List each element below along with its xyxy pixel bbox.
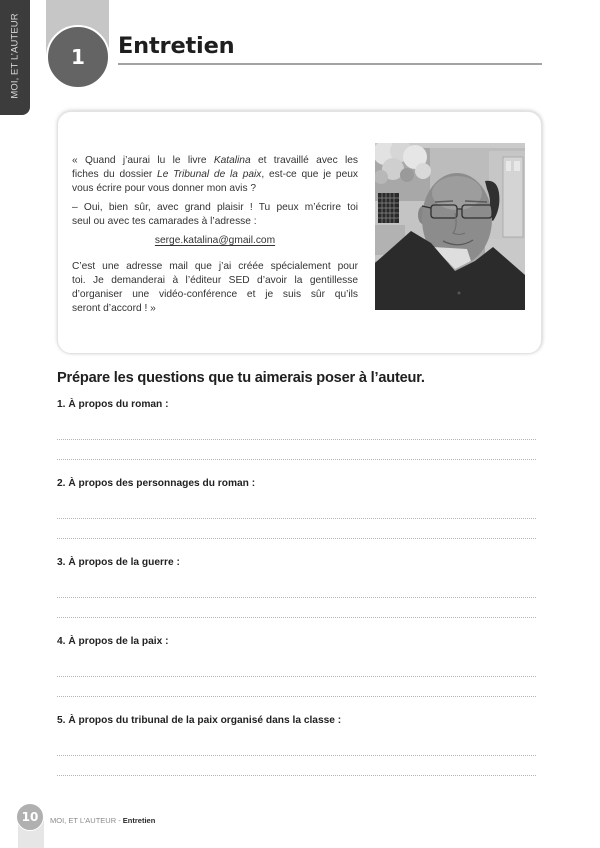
author-photo (375, 143, 525, 310)
quote-paragraph-closing (72, 260, 358, 316)
question-block (57, 714, 536, 793)
question-block (57, 556, 536, 635)
quote-text-segment: , est-ce que je peux (261, 169, 358, 180)
answer-line (57, 755, 536, 756)
answer-line (57, 597, 536, 598)
answer-line (57, 676, 536, 677)
answer-line (57, 696, 536, 697)
question-label: 4. À propos de la paix : (57, 636, 169, 647)
question-label: 1. À propos du roman : (57, 399, 169, 410)
quote-text (72, 154, 358, 316)
author-portrait-image (375, 143, 525, 310)
question-block (57, 398, 536, 477)
footer-section: MOI, ET L’AUTEUR (50, 816, 117, 825)
book-title-italic: Katalina (213, 155, 251, 166)
answer-line (57, 617, 536, 618)
quote-text-segment: seul ou avec tes camarades à l’adresse : (72, 216, 257, 227)
quote-line (72, 274, 358, 288)
answer-line (57, 459, 536, 460)
book-title-italic: Le Tribunal de la paix (157, 169, 262, 180)
side-tab (0, 0, 30, 115)
question-label: 3. À propos de la guerre : (57, 557, 180, 568)
quote-text-segment: – Oui, bien sûr, avec grand plaisir ! Tu peux m’écrire toi (72, 202, 358, 213)
quote-text-segment: et travaillé avec les (250, 155, 359, 166)
question-block (57, 635, 536, 714)
quote-text-segment: C’est une adresse mail que j’ai créée spécialement pour (72, 261, 358, 272)
footer-chapter: Entretien (122, 816, 156, 825)
quote-line (72, 201, 358, 215)
answer-line (57, 775, 536, 776)
page-title: Entretien (118, 33, 235, 59)
quote-text-segment: seront d’accord ! » (72, 303, 156, 314)
email-line (72, 234, 358, 248)
answer-line (57, 518, 536, 519)
page-number-badge (16, 803, 44, 831)
question-label: 2. À propos des personnages du roman : (57, 478, 256, 489)
answer-line (57, 439, 536, 440)
quote-line (72, 154, 358, 168)
photo-door-window (506, 161, 511, 171)
quote-line (72, 215, 358, 229)
section-number: 1 (71, 45, 85, 69)
answer-line (57, 538, 536, 539)
quote-line (72, 168, 358, 182)
quote-text-segment: « Quand j’aurai lu le livre (72, 155, 214, 166)
quote-line (72, 302, 358, 316)
quote-line (72, 260, 358, 274)
photo-chair (378, 193, 399, 223)
page-number: 10 (21, 810, 39, 824)
quote-text-segment: vous écrire pour vous donner mon avis ? (72, 183, 257, 194)
side-tab-label: MOI, ET L’AUTEUR (9, 13, 21, 100)
section-number-badge (46, 25, 110, 89)
footer-separator: - (116, 816, 123, 825)
quote-paragraph-question (72, 154, 358, 196)
sweater-button (458, 292, 461, 295)
quote-line (72, 288, 358, 302)
question-list (57, 398, 536, 793)
question-block (57, 477, 536, 556)
quote-text-segment: fiches du dossier (72, 169, 158, 180)
quote-text-segment: toi. Je demanderai à l’éditeur SED d’avoir la gentillesse (72, 275, 358, 286)
email-link[interactable]: serge.katalina@gmail.com (154, 235, 276, 246)
quote-paragraph-answer (72, 201, 358, 229)
photo-door-window (514, 161, 520, 171)
quote-text-segment: d’organiser une vidéo-conférence et je suis sûr qu’ils (72, 289, 358, 300)
exercise-instruction: Prépare les questions que tu aimerais poser à l’auteur. (57, 370, 425, 386)
question-label: 5. À propos du tribunal de la paix organisé dans la classe : (57, 715, 342, 726)
quote-line (72, 182, 358, 196)
title-underline (118, 63, 542, 65)
footer-running-title (50, 816, 155, 826)
